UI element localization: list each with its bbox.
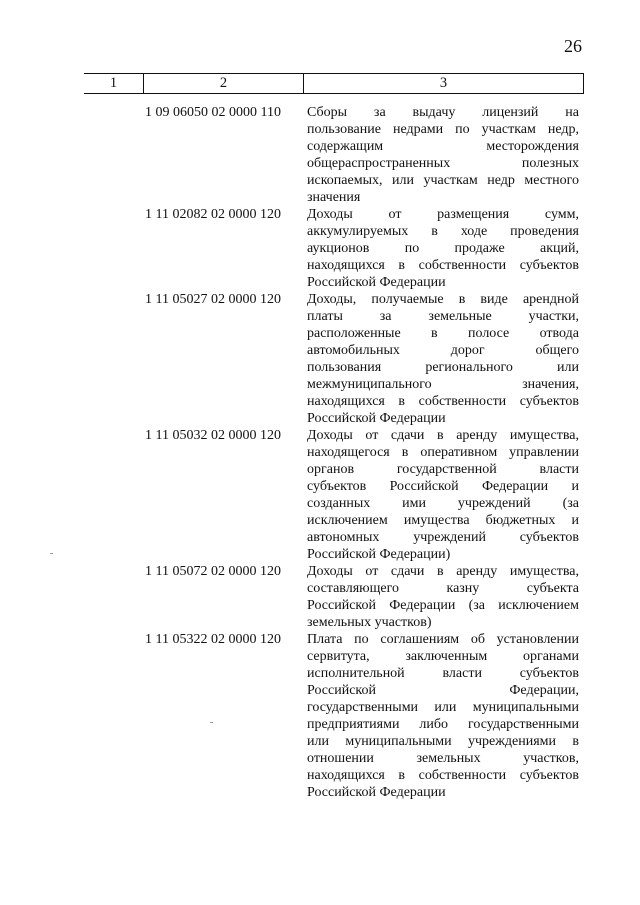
- budget-code: 1 11 05027 02 0000 120: [145, 292, 281, 307]
- description-line: пользование недрами по участкам недр,: [307, 122, 579, 137]
- description-line: пользования регионального или: [307, 360, 579, 375]
- column-header-3: 3: [439, 75, 448, 91]
- description-line: автомобильных дорог общего: [307, 343, 579, 358]
- description-line: содержащим месторождения: [307, 139, 579, 154]
- description-line: Российской Федерации (за исключением: [307, 598, 579, 613]
- description-line: платы за земельные участки,: [307, 309, 579, 324]
- description-line: Плата по соглашениям об установлении: [307, 632, 579, 647]
- description-line: аккумулируемых в ходе проведения: [307, 224, 579, 239]
- column-header-1: 1: [84, 74, 144, 93]
- description-line: исключением имущества бюджетных и: [307, 513, 579, 528]
- description-line: Российской Федерации: [307, 411, 446, 426]
- income-description: [307, 104, 579, 206]
- table-row: [0, 631, 640, 801]
- table-body: [0, 104, 640, 801]
- description-line: находящихся в собственности субъектов: [307, 394, 579, 409]
- budget-code: 1 11 02082 02 0000 120: [145, 207, 281, 222]
- budget-code: 1 09 06050 02 0000 110: [145, 105, 281, 120]
- scan-speck: [50, 553, 53, 554]
- description-line: автономных учреждений субъектов: [307, 530, 579, 545]
- description-line: Доходы от сдачи в аренду имущества,: [307, 428, 579, 443]
- table-row: [0, 206, 640, 291]
- table-row: [0, 427, 640, 563]
- budget-code: 1 11 05072 02 0000 120: [145, 564, 281, 579]
- income-description: [307, 206, 579, 291]
- income-description: [307, 427, 579, 563]
- description-line: находящихся в собственности субъектов: [307, 768, 579, 783]
- description-line: находящихся в собственности субъектов: [307, 258, 579, 273]
- description-line: Российской Федерации,: [307, 683, 579, 698]
- income-description: [307, 631, 579, 801]
- description-line: государственными или муниципальными: [307, 700, 579, 715]
- table-header: [84, 73, 584, 94]
- description-line: созданных ими учреждений (за: [307, 496, 579, 511]
- description-line: сервитута, заключенным органами: [307, 649, 579, 664]
- description-line: Доходы от размещения сумм,: [307, 207, 579, 222]
- description-line: органов государственной власти: [307, 462, 579, 477]
- description-line: Российской Федерации: [307, 275, 446, 290]
- budget-code: 1 11 05322 02 0000 120: [145, 632, 281, 647]
- description-line: или муниципальными учреждениями в: [307, 734, 579, 749]
- description-line: Сборы за выдачу лицензий на: [307, 105, 579, 120]
- description-line: исполнительной власти субъектов: [307, 666, 579, 681]
- description-line: Российской Федерации: [307, 785, 446, 800]
- description-line: составляющего казну субъекта: [307, 581, 579, 596]
- description-line: субъектов Российской Федерации и: [307, 479, 579, 494]
- description-line: аукционов по продаже акций,: [307, 241, 579, 256]
- description-line: расположенные в полосе отвода: [307, 326, 579, 341]
- description-line: отношении земельных участков,: [307, 751, 579, 766]
- description-line: находящегося в оперативном управлении: [307, 445, 579, 460]
- description-line: Доходы от сдачи в аренду имущества,: [307, 564, 579, 579]
- page-number: 26: [564, 36, 582, 56]
- table-row: [0, 291, 640, 427]
- table-row: [0, 104, 640, 206]
- description-line: ископаемых, или участкам недр местного: [307, 173, 579, 188]
- description-line: земельных участков): [307, 615, 432, 630]
- budget-code: 1 11 05032 02 0000 120: [145, 428, 281, 443]
- description-line: Доходы, получаемые в виде арендной: [307, 292, 579, 307]
- description-line: общераспространенных полезных: [307, 156, 579, 171]
- description-line: предприятиями либо государственными: [307, 717, 579, 732]
- description-line: Российской Федерации): [307, 547, 451, 562]
- scan-speck: [210, 722, 213, 723]
- income-description: [307, 291, 579, 427]
- description-line: значения: [307, 190, 361, 205]
- column-header-2: 2: [144, 74, 304, 93]
- income-description: [307, 563, 579, 631]
- table-row: [0, 563, 640, 631]
- description-line: межмуниципального значения,: [307, 377, 579, 392]
